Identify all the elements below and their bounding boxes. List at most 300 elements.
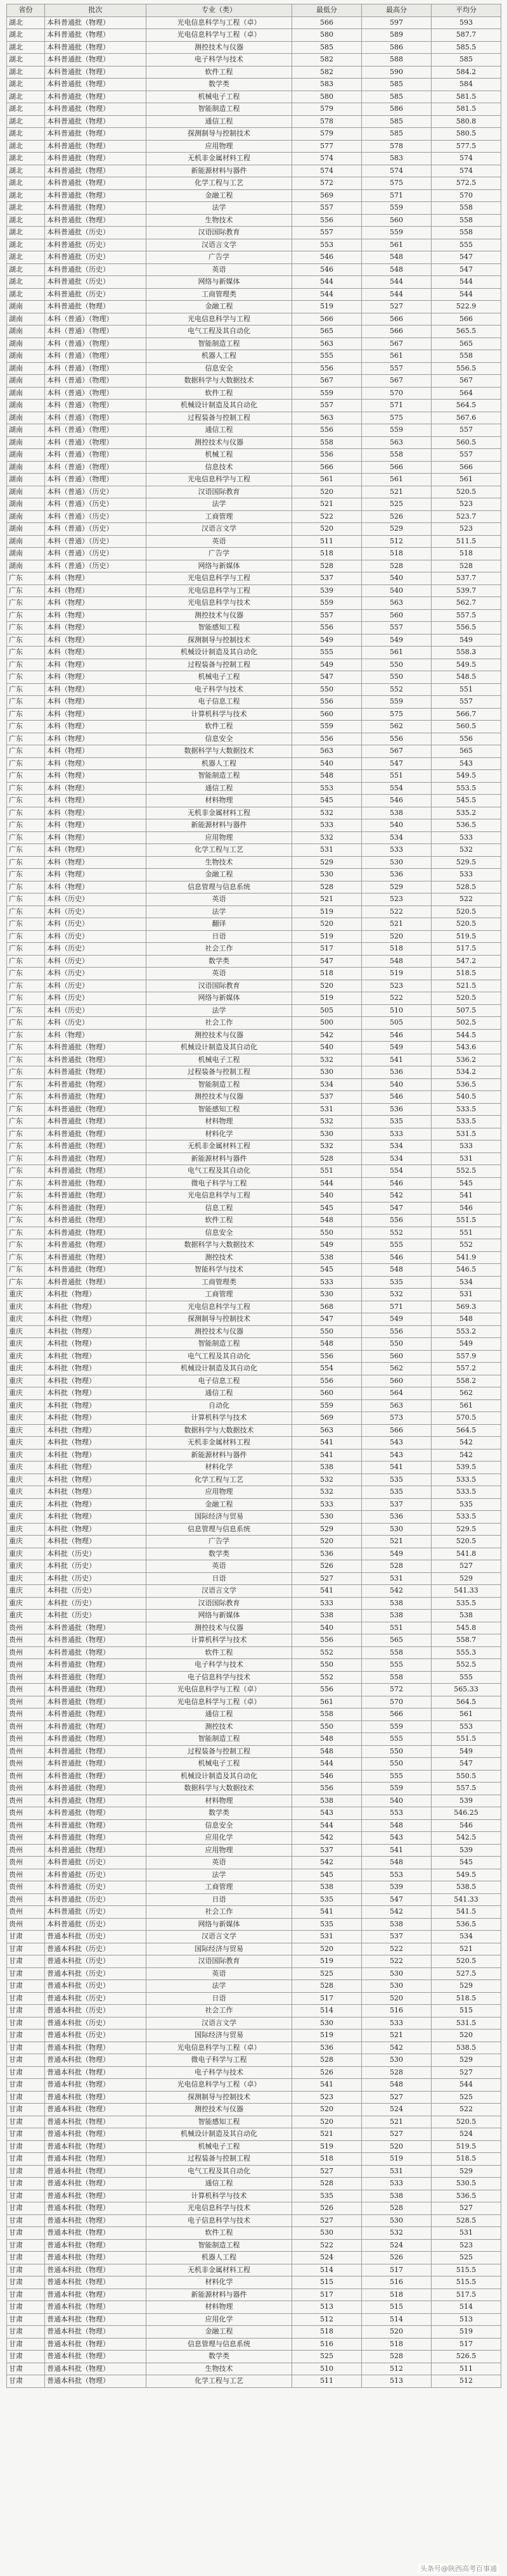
cell-batch: 本科普通批（物理） — [45, 91, 146, 103]
cell-batch: 普通本科批（物理） — [45, 2264, 146, 2276]
cell-avg-score: 564.5 — [432, 1696, 501, 1708]
table-row — [7, 2351, 501, 2363]
cell-min-score: 536 — [292, 2042, 362, 2054]
table-row — [7, 177, 501, 190]
cell-major: 汉语国际教育 — [146, 980, 292, 992]
cell-major: 光电信息科学与技术 — [146, 2202, 292, 2215]
cell-max-score: 566 — [362, 1708, 432, 1721]
cell-major: 新能源材料与器件 — [146, 2289, 292, 2301]
cell-avg-score: 536.5 — [432, 1078, 501, 1091]
cell-batch: 本科（普通）（物理） — [45, 375, 146, 388]
cell-province: 广东 — [7, 1251, 45, 1264]
cell-major: 工商管理 — [146, 510, 292, 523]
cell-max-score: 540 — [362, 1795, 432, 1807]
cell-min-score: 556 — [292, 1375, 362, 1387]
cell-avg-score: 558 — [432, 214, 501, 227]
cell-avg-score: 520 — [432, 2030, 501, 2042]
cell-major: 软件工程 — [146, 1215, 292, 1227]
cell-avg-score: 556.5 — [432, 362, 501, 375]
cell-max-score: 574 — [362, 165, 432, 177]
cell-batch: 本科批（历史） — [45, 1560, 146, 1573]
table-row — [7, 263, 501, 276]
cell-major: 法学 — [146, 1869, 292, 1881]
cell-avg-score: 574 — [432, 153, 501, 165]
table-row — [7, 1572, 501, 1585]
cell-min-score: 526 — [292, 2066, 362, 2079]
table-row — [7, 189, 501, 202]
cell-province: 甘肃 — [7, 2202, 45, 2215]
cell-avg-score: 545.5 — [432, 795, 501, 807]
table-row — [7, 510, 501, 523]
cell-min-score: 559 — [292, 1399, 362, 1412]
cell-batch: 本科（物理） — [45, 770, 146, 783]
cell-max-score: 522 — [362, 1943, 432, 1955]
cell-min-score: 566 — [292, 16, 362, 29]
cell-min-score: 583 — [292, 79, 362, 91]
cell-avg-score: 536.2 — [432, 1054, 501, 1066]
table-row — [7, 1832, 501, 1845]
cell-min-score: 540 — [292, 1190, 362, 1203]
cell-batch: 本科普通批（物理） — [45, 1634, 146, 1647]
cell-batch: 本科（物理） — [45, 733, 146, 745]
cell-avg-score: 533.5 — [432, 1116, 501, 1128]
cell-max-score: 555 — [362, 1733, 432, 1746]
table-row — [7, 1375, 501, 1387]
cell-avg-score: 548 — [432, 1313, 501, 1326]
cell-max-score: 518 — [362, 548, 432, 560]
cell-min-score: 520 — [292, 980, 362, 992]
cell-max-score: 542 — [362, 1585, 432, 1598]
cell-max-score: 562 — [362, 1363, 432, 1375]
cell-max-score: 560 — [362, 1375, 432, 1387]
cell-major: 计算机科学与技术 — [146, 708, 292, 721]
cell-avg-score: 593 — [432, 16, 501, 29]
cell-province: 湖南 — [7, 375, 45, 388]
cell-batch: 本科普通批（物理） — [45, 29, 146, 42]
cell-max-score: 532 — [362, 1289, 432, 1301]
cell-avg-score: 533 — [432, 1140, 501, 1153]
cell-min-score: 556 — [292, 214, 362, 227]
cell-avg-score: 529 — [432, 2165, 501, 2178]
table-row — [7, 1054, 501, 1066]
cell-batch: 本科批（历史） — [45, 1585, 146, 1598]
cell-batch: 本科（普通）（历史） — [45, 498, 146, 511]
cell-max-score: 548 — [362, 1819, 432, 1832]
header-batch: 批次 — [45, 4, 146, 17]
cell-min-score: 529 — [292, 856, 362, 869]
cell-min-score: 519 — [292, 301, 362, 313]
cell-major: 数学类 — [146, 1548, 292, 1560]
cell-min-score: 545 — [292, 795, 362, 807]
cell-avg-score: 558.7 — [432, 1634, 501, 1647]
cell-avg-score: 528.5 — [432, 2214, 501, 2227]
cell-avg-score: 570.5 — [432, 1412, 501, 1425]
cell-max-score: 540 — [362, 572, 432, 585]
cell-batch: 本科普通批（物理） — [45, 1758, 146, 1771]
table-row — [7, 1646, 501, 1659]
cell-avg-score: 549 — [432, 1338, 501, 1351]
cell-major: 工商管理 — [146, 1881, 292, 1894]
cell-avg-score: 561 — [432, 474, 501, 486]
cell-batch: 本科批（历史） — [45, 1610, 146, 1622]
cell-min-score: 532 — [292, 1116, 362, 1128]
cell-batch: 本科（物理） — [45, 609, 146, 622]
cell-max-score: 546 — [362, 1177, 432, 1190]
cell-max-score: 558 — [362, 449, 432, 462]
cell-avg-score: 557 — [432, 696, 501, 709]
table-row — [7, 560, 501, 572]
cell-batch: 普通本科批（物理） — [45, 2091, 146, 2104]
table-row — [7, 2313, 501, 2326]
cell-batch: 本科普通批（历史） — [45, 1906, 146, 1919]
cell-province: 湖南 — [7, 449, 45, 462]
cell-batch: 普通本科批（物理） — [45, 2301, 146, 2314]
cell-min-score: 500 — [292, 1017, 362, 1030]
cell-min-score: 530 — [292, 869, 362, 881]
cell-max-score: 518 — [362, 2289, 432, 2301]
cell-major: 智能科学与技术 — [146, 1264, 292, 1277]
cell-max-score: 548 — [362, 263, 432, 276]
table-row — [7, 1881, 501, 1894]
cell-avg-score: 523 — [432, 523, 501, 536]
cell-province: 贵州 — [7, 1634, 45, 1647]
cell-max-score: 559 — [362, 227, 432, 239]
cell-batch: 本科普通批（物理） — [45, 128, 146, 141]
table-row — [7, 1078, 501, 1091]
cell-avg-score: 529.5 — [432, 1523, 501, 1536]
cell-avg-score: 562 — [432, 1387, 501, 1400]
cell-max-score: 520 — [362, 930, 432, 943]
cell-avg-score: 538 — [432, 1610, 501, 1622]
cell-avg-score: 535.2 — [432, 807, 501, 819]
cell-max-score: 562 — [362, 721, 432, 733]
cell-avg-score: 520.5 — [432, 906, 501, 918]
cell-province: 贵州 — [7, 1622, 45, 1634]
cell-batch: 本科（普通）（历史） — [45, 548, 146, 560]
cell-min-score: 546 — [292, 251, 362, 264]
cell-batch: 本科批（历史） — [45, 1548, 146, 1560]
cell-batch: 普通本科批（物理） — [45, 2252, 146, 2264]
cell-major: 光电信息科学与工程 — [146, 584, 292, 597]
cell-province: 甘肃 — [7, 2178, 45, 2190]
cell-max-score: 590 — [362, 66, 432, 79]
cell-avg-score: 572.5 — [432, 177, 501, 190]
cell-min-score: 519 — [292, 2140, 362, 2153]
cell-max-score: 555 — [362, 1659, 432, 1672]
cell-max-score: 542 — [362, 1906, 432, 1919]
cell-avg-score: 565.33 — [432, 1684, 501, 1696]
cell-major: 测控技术 — [146, 1720, 292, 1733]
table-row — [7, 548, 501, 560]
cell-major: 汉语言文学 — [146, 1585, 292, 1598]
cell-max-score: 535 — [362, 1474, 432, 1486]
cell-province: 贵州 — [7, 1918, 45, 1931]
cell-major: 无机非金属材料工程 — [146, 1437, 292, 1449]
table-row — [7, 276, 501, 289]
cell-batch: 本科（历史） — [45, 943, 146, 956]
table-row — [7, 906, 501, 918]
cell-batch: 本科批（物理） — [45, 1449, 146, 1462]
cell-min-score: 522 — [292, 510, 362, 523]
cell-batch: 本科批（物理） — [45, 1462, 146, 1474]
admission-score-table — [6, 4, 501, 2388]
table-row — [7, 683, 501, 696]
table-row — [7, 2214, 501, 2227]
cell-province: 广东 — [7, 819, 45, 832]
cell-max-score: 585 — [362, 115, 432, 128]
cell-major: 通信工程 — [146, 424, 292, 437]
cell-avg-score: 547.2 — [432, 955, 501, 968]
cell-max-score: 560 — [362, 609, 432, 622]
table-row — [7, 1659, 501, 1672]
cell-max-score: 514 — [362, 2313, 432, 2326]
cell-max-score: 533 — [362, 2017, 432, 2030]
cell-min-score: 585 — [292, 41, 362, 54]
table-row — [7, 202, 501, 215]
cell-batch: 本科批（物理） — [45, 1301, 146, 1313]
cell-province: 重庆 — [7, 1437, 45, 1449]
table-row — [7, 2140, 501, 2153]
cell-province: 贵州 — [7, 1807, 45, 1820]
table-row — [7, 2326, 501, 2339]
cell-min-score: 532 — [292, 1474, 362, 1486]
table-row — [7, 2091, 501, 2104]
cell-min-score: 577 — [292, 140, 362, 153]
table-row — [7, 1140, 501, 1153]
cell-max-score: 553 — [362, 1807, 432, 1820]
cell-batch: 本科普通批（物理） — [45, 140, 146, 153]
cell-major: 测控技术与仪器 — [146, 1622, 292, 1634]
cell-min-score: 516 — [292, 2338, 362, 2351]
cell-avg-score: 529 — [432, 1980, 501, 1993]
cell-major: 机械电子工程 — [146, 1758, 292, 1771]
cell-major: 工商管理 — [146, 1289, 292, 1301]
cell-min-score: 556 — [292, 362, 362, 375]
cell-avg-score: 536.5 — [432, 1918, 501, 1931]
cell-major: 汉语言文学 — [146, 1931, 292, 1943]
table-row — [7, 400, 501, 412]
cell-avg-score: 549.5 — [432, 770, 501, 783]
cell-province: 重庆 — [7, 1289, 45, 1301]
cell-max-score: 524 — [362, 2239, 432, 2252]
cell-batch: 本科（普通）（物理） — [45, 461, 146, 474]
cell-major: 汉语言文学 — [146, 2017, 292, 2030]
cell-max-score: 554 — [362, 782, 432, 795]
cell-min-score: 513 — [292, 2301, 362, 2314]
cell-min-score: 523 — [292, 2091, 362, 2104]
cell-avg-score: 545 — [432, 1177, 501, 1190]
cell-avg-score: 531.5 — [432, 2017, 501, 2030]
cell-avg-score: 532 — [432, 844, 501, 857]
cell-batch: 本科（普通）（物理） — [45, 387, 146, 400]
table-row — [7, 350, 501, 363]
cell-min-score: 530 — [292, 1289, 362, 1301]
cell-max-score: 551 — [362, 1622, 432, 1634]
cell-max-score: 530 — [362, 1523, 432, 1536]
cell-max-score: 538 — [362, 1610, 432, 1622]
cell-batch: 本科（普通）（历史） — [45, 535, 146, 548]
cell-batch: 本科普通批（历史） — [45, 1881, 146, 1894]
cell-avg-score: 580.8 — [432, 115, 501, 128]
cell-max-score: 546 — [362, 1091, 432, 1104]
cell-batch: 本科普通批（物理） — [45, 189, 146, 202]
cell-max-score: 556 — [362, 1215, 432, 1227]
cell-major: 网络与新媒体 — [146, 1610, 292, 1622]
table-row — [7, 301, 501, 313]
cell-major: 智能制造工程 — [146, 1338, 292, 1351]
cell-min-score: 556 — [292, 1783, 362, 1795]
cell-province: 重庆 — [7, 1301, 45, 1313]
cell-major: 电气工程及其自动化 — [146, 1350, 292, 1363]
cell-province: 湖北 — [7, 177, 45, 190]
cell-batch: 本科批（物理） — [45, 1474, 146, 1486]
cell-province: 重庆 — [7, 1375, 45, 1387]
cell-avg-score: 518 — [432, 548, 501, 560]
table-row — [7, 1103, 501, 1116]
cell-major: 微电子科学与工程 — [146, 2054, 292, 2067]
cell-major: 化学工程与工艺 — [146, 177, 292, 190]
cell-avg-score: 560.5 — [432, 721, 501, 733]
cell-min-score: 557 — [292, 227, 362, 239]
cell-avg-score: 556.5 — [432, 622, 501, 635]
cell-major: 电子信息科学与技术 — [146, 1671, 292, 1684]
cell-max-score: 586 — [362, 41, 432, 54]
cell-major: 数据科学与大数据技术 — [146, 745, 292, 758]
cell-max-score: 549 — [362, 634, 432, 647]
cell-province: 广东 — [7, 1103, 45, 1116]
cell-max-score: 565 — [362, 1634, 432, 1647]
cell-avg-score: 567.6 — [432, 412, 501, 424]
cell-province: 甘肃 — [7, 2214, 45, 2227]
cell-max-score: 548 — [362, 1857, 432, 1869]
table-row — [7, 1190, 501, 1203]
cell-major: 机械电子工程 — [146, 91, 292, 103]
cell-major: 应用物理 — [146, 1844, 292, 1857]
cell-batch: 普通本科批（物理） — [45, 2276, 146, 2289]
cell-batch: 本科普通批（历史） — [45, 1918, 146, 1931]
cell-avg-score: 557 — [432, 424, 501, 437]
cell-max-score: 553 — [362, 1869, 432, 1881]
cell-batch: 本科普通批（物理） — [45, 1116, 146, 1128]
table-row — [7, 498, 501, 511]
cell-batch: 本科普通批（物理） — [45, 1659, 146, 1672]
cell-min-score: 520 — [292, 2104, 362, 2116]
cell-batch: 本科普通批（物理） — [45, 165, 146, 177]
cell-batch: 本科（历史） — [45, 980, 146, 992]
cell-batch: 本科普通批（物理） — [45, 1103, 146, 1116]
cell-province: 甘肃 — [7, 2276, 45, 2289]
cell-major: 数据科学与大数据技术 — [146, 1783, 292, 1795]
cell-batch: 本科（物理） — [45, 881, 146, 893]
table-row — [7, 2301, 501, 2314]
cell-batch: 普通本科批（历史） — [45, 1943, 146, 1955]
cell-min-score: 556 — [292, 424, 362, 437]
cell-batch: 本科（普通）（物理） — [45, 325, 146, 338]
cell-batch: 本科（普通）（物理） — [45, 474, 146, 486]
cell-min-score: 580 — [292, 29, 362, 42]
cell-min-score: 552 — [292, 1646, 362, 1659]
cell-min-score: 532 — [292, 831, 362, 844]
cell-province: 广东 — [7, 831, 45, 844]
cell-max-score: 559 — [362, 202, 432, 215]
cell-avg-score: 531 — [432, 1289, 501, 1301]
cell-max-score: 515 — [362, 2301, 432, 2314]
table-row — [7, 1399, 501, 1412]
cell-province: 重庆 — [7, 1350, 45, 1363]
cell-major: 汉语言文学 — [146, 239, 292, 251]
cell-min-score: 538 — [292, 1462, 362, 1474]
cell-batch: 本科（历史） — [45, 930, 146, 943]
cell-min-score: 574 — [292, 153, 362, 165]
cell-max-score: 529 — [362, 523, 432, 536]
cell-major: 应用化学 — [146, 2313, 292, 2326]
cell-avg-score: 523 — [432, 2239, 501, 2252]
cell-avg-score: 581.5 — [432, 103, 501, 116]
cell-min-score: 559 — [292, 721, 362, 733]
table-row — [7, 1585, 501, 1598]
cell-avg-score: 538.5 — [432, 1881, 501, 1894]
cell-max-score: 530 — [362, 2054, 432, 2067]
cell-province: 广东 — [7, 597, 45, 610]
table-row — [7, 770, 501, 783]
cell-max-score: 542 — [362, 2042, 432, 2054]
cell-avg-score: 587.7 — [432, 29, 501, 42]
cell-province: 湖北 — [7, 115, 45, 128]
cell-avg-score: 542 — [432, 1449, 501, 1462]
cell-batch: 普通本科批（物理） — [45, 2054, 146, 2067]
cell-major: 光电信息科学与工程（卓） — [146, 29, 292, 42]
cell-batch: 本科普通批（物理） — [45, 1844, 146, 1857]
cell-batch: 本科批（物理） — [45, 1313, 146, 1326]
cell-major: 通信工程 — [146, 115, 292, 128]
cell-batch: 本科批（物理） — [45, 1437, 146, 1449]
table-row — [7, 1313, 501, 1326]
cell-major: 通信工程 — [146, 1708, 292, 1721]
cell-avg-score: 518.5 — [432, 1992, 501, 2005]
cell-province: 重庆 — [7, 1511, 45, 1524]
table-row — [7, 103, 501, 116]
cell-major: 生物技术 — [146, 2363, 292, 2375]
cell-max-score: 540 — [362, 584, 432, 597]
cell-min-score: 554 — [292, 1363, 362, 1375]
cell-province: 湖北 — [7, 66, 45, 79]
cell-province: 湖北 — [7, 239, 45, 251]
cell-min-score: 514 — [292, 2005, 362, 2017]
table-row — [7, 1869, 501, 1881]
cell-min-score: 556 — [292, 622, 362, 635]
cell-avg-score: 547 — [432, 263, 501, 276]
table-row — [7, 41, 501, 54]
table-row — [7, 2178, 501, 2190]
table-row — [7, 1758, 501, 1771]
cell-batch: 普通本科批（物理） — [45, 2214, 146, 2227]
cell-min-score: 532 — [292, 1140, 362, 1153]
cell-major: 日语 — [146, 1992, 292, 2005]
cell-batch: 本科普通批（物理） — [45, 1832, 146, 1845]
table-row — [7, 29, 501, 42]
cell-batch: 普通本科批（物理） — [45, 2289, 146, 2301]
cell-batch: 本科普通批（物理） — [45, 1807, 146, 1820]
table-row — [7, 1943, 501, 1955]
cell-max-score: 522 — [362, 1955, 432, 1968]
cell-major: 材料化学 — [146, 1462, 292, 1474]
cell-major: 光电信息科学与工程（卓） — [146, 16, 292, 29]
cell-province: 贵州 — [7, 1770, 45, 1783]
cell-max-score: 548 — [362, 2079, 432, 2092]
cell-avg-score: 569.3 — [432, 1301, 501, 1313]
cell-min-score: 518 — [292, 2326, 362, 2339]
cell-min-score: 566 — [292, 461, 362, 474]
